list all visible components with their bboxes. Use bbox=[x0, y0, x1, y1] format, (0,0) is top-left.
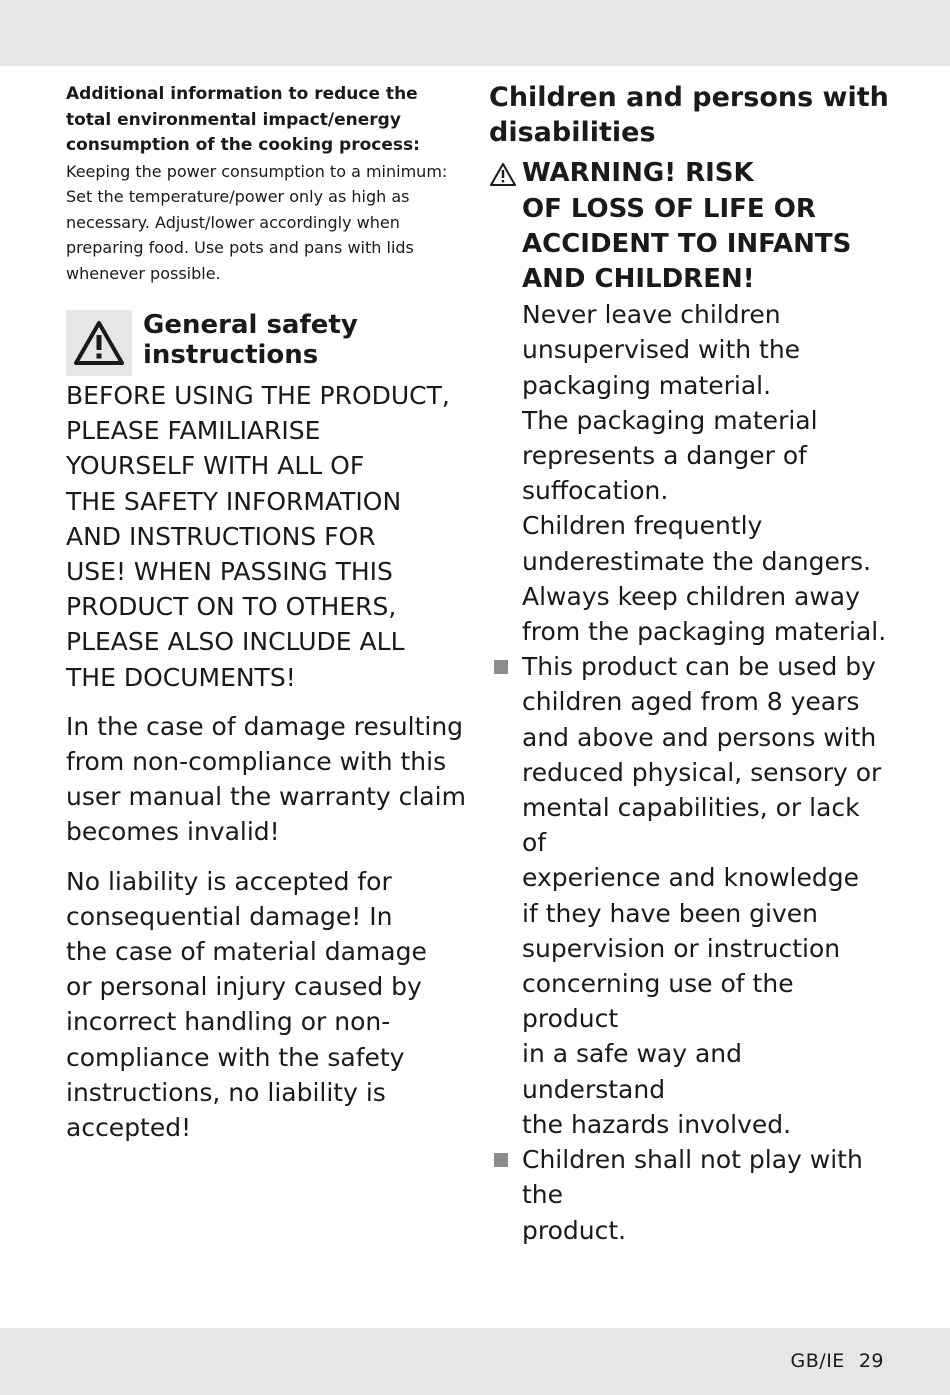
warning-heading-line: WARNING! RISK bbox=[522, 158, 754, 189]
bullet-line: This product can be used by bbox=[522, 652, 876, 682]
env-body-line: necessary. Adjust/lower accordingly when bbox=[66, 212, 400, 232]
liability-line: the case of material damage bbox=[66, 937, 427, 967]
warning-text bbox=[522, 297, 889, 649]
warranty-line: from non-compliance with this bbox=[66, 747, 447, 777]
warning-heading bbox=[522, 156, 889, 297]
warning-text-line: The packaging material bbox=[522, 405, 818, 435]
list-item bbox=[489, 649, 889, 1142]
page-number: 29 bbox=[858, 1350, 884, 1372]
env-body-line: Keeping the power consumption to a minimum: bbox=[66, 161, 448, 181]
warranty-line: user manual the warranty claim bbox=[66, 782, 466, 812]
children-section-title bbox=[489, 80, 889, 150]
children-warning bbox=[489, 156, 889, 649]
liability-line: compliance with the safety bbox=[66, 1042, 405, 1072]
notice-line: PLEASE ALSO INCLUDE ALL bbox=[66, 627, 405, 657]
bullet-line: if they have been given bbox=[522, 898, 819, 928]
bullet-line: reduced physical, sensory or bbox=[522, 757, 882, 787]
section-title-line: disabilities bbox=[489, 117, 656, 149]
header-band bbox=[0, 0, 950, 66]
warranty-line: becomes invalid! bbox=[66, 817, 280, 847]
notice-line: PLEASE FAMILIARISE bbox=[66, 416, 321, 446]
env-body-line: whenever possible. bbox=[66, 263, 221, 283]
bullet-line: experience and knowledge bbox=[522, 863, 859, 893]
warning-text-line: represents a danger of bbox=[522, 441, 807, 471]
square-bullet-icon bbox=[494, 1153, 508, 1167]
bullet-line: the hazards involved. bbox=[522, 1109, 792, 1139]
warning-text-line: Never leave children bbox=[522, 300, 781, 330]
env-body-line: Set the temperature/power only as high as bbox=[66, 187, 410, 206]
warning-triangle-icon bbox=[66, 310, 132, 376]
notice-line: PRODUCT ON TO OTHERS, bbox=[66, 592, 397, 622]
notice-line: BEFORE USING THE PRODUCT, bbox=[66, 381, 450, 410]
notice-line: YOURSELF WITH ALL OF bbox=[66, 451, 365, 481]
liability-paragraph bbox=[66, 864, 466, 1146]
bullet-line: children aged from 8 years bbox=[522, 687, 860, 717]
warranty-line: In the case of damage resulting bbox=[66, 711, 464, 741]
notice-line: THE SAFETY INFORMATION bbox=[66, 486, 402, 516]
liability-line: No liability is accepted for bbox=[66, 866, 392, 896]
safety-title-line: General safety bbox=[143, 310, 358, 340]
bullet-line: and above and persons with bbox=[522, 722, 877, 752]
warranty-paragraph bbox=[66, 709, 466, 850]
notice-line: USE! WHEN PASSING THIS bbox=[66, 557, 393, 587]
environment-info-title bbox=[66, 82, 466, 159]
bullet-line: supervision or instruction bbox=[522, 933, 841, 963]
env-title-line: total environmental impact/energy bbox=[66, 109, 401, 130]
warning-heading-line: OF LOSS OF LIFE OR bbox=[522, 193, 816, 224]
liability-line: consequential damage! In bbox=[66, 901, 393, 931]
warning-text-line: Always keep children away bbox=[522, 581, 860, 611]
safety-title-line: instructions bbox=[143, 340, 319, 370]
warning-text-line: from the packaging material. bbox=[522, 617, 887, 647]
bullet-line: in a safe way and understand bbox=[522, 1039, 743, 1104]
left-column bbox=[66, 82, 466, 1145]
warning-text-line: suffocation. bbox=[522, 476, 669, 506]
section-title-line: Children and persons with bbox=[489, 82, 889, 113]
warning-heading-line: ACCIDENT TO INFANTS bbox=[522, 228, 852, 259]
env-title-line: consumption of the cooking process: bbox=[66, 135, 420, 155]
bullet-line: concerning use of the product bbox=[522, 969, 794, 1034]
environment-info-body bbox=[66, 159, 466, 287]
page-footer bbox=[791, 1350, 884, 1372]
square-bullet-icon bbox=[494, 660, 508, 674]
warning-triangle-icon bbox=[489, 162, 517, 191]
warning-text-line: unsupervised with the bbox=[522, 335, 801, 365]
env-body-line: preparing food. Use pots and pans with lids bbox=[66, 238, 414, 257]
warning-text-line: underestimate the dangers. bbox=[522, 546, 872, 576]
right-column bbox=[489, 80, 889, 1248]
liability-line: accepted! bbox=[66, 1113, 192, 1143]
bullet-line: mental capabilities, or lack of bbox=[522, 793, 860, 858]
liability-line: incorrect handling or non- bbox=[66, 1007, 391, 1037]
warning-text-line: Children frequently bbox=[522, 511, 763, 541]
general-safety-heading bbox=[66, 310, 466, 376]
liability-line: or personal injury caused by bbox=[66, 972, 422, 1002]
liability-line: instructions, no liability is bbox=[66, 1077, 386, 1107]
bullet-line: product. bbox=[522, 1215, 627, 1245]
read-instructions-notice bbox=[66, 378, 466, 695]
general-safety-title bbox=[143, 310, 463, 370]
notice-line: THE DOCUMENTS! bbox=[66, 662, 296, 692]
warning-heading-line: AND CHILDREN! bbox=[522, 264, 755, 295]
list-item bbox=[489, 1142, 889, 1248]
env-title-line: Additional information to reduce the bbox=[66, 84, 418, 104]
warning-text-line: packaging material. bbox=[522, 370, 772, 400]
notice-line: AND INSTRUCTIONS FOR bbox=[66, 521, 376, 551]
footer-region: GB/IE bbox=[790, 1350, 845, 1372]
bullet-line: Children shall not play with the bbox=[522, 1145, 863, 1210]
